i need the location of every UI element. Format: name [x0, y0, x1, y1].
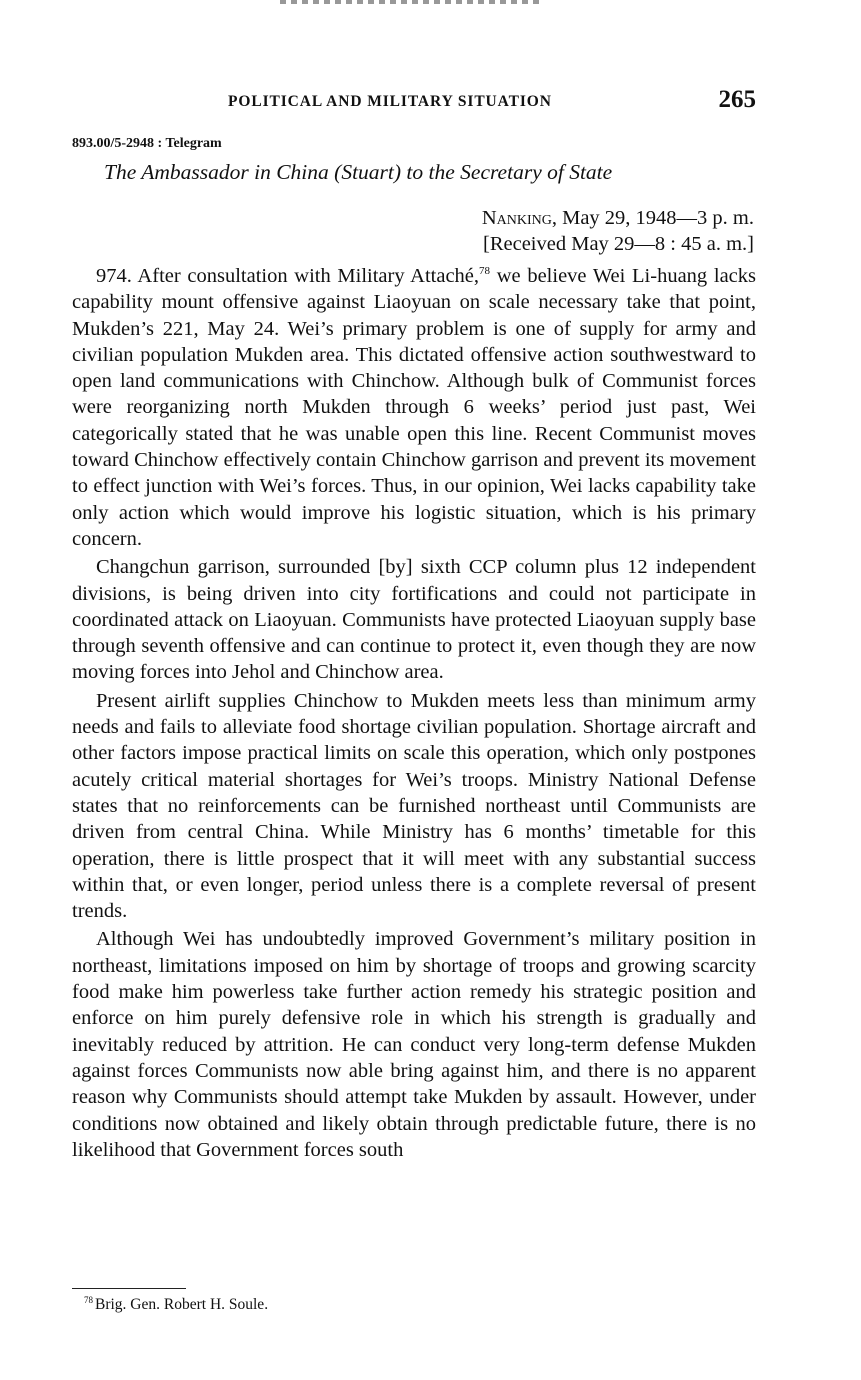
footnote-reference[interactable]: 78: [479, 265, 491, 277]
dateline-received: [Received May 29—8 : 45 a. m.]: [483, 233, 754, 255]
paragraph-1-rest: we believe Wei Li-huang lacks capability mount offensive against Liaoyuan on scale necessary take that point, Mukden’s 221, May 24. Wei’s primary problem is one of supply for army and civilian population Mukden area. This dictated offensive action southwestward to open land communications with Chinchow. Although bulk of Communist forces were reorganizing north Mukden through 6 weeks’ period just past, Wei categorically stated that he was unable open this line. Recent Communist moves toward Chinchow effectively contain Chinchow garrison and prevent its movement to effect junction with Wei’s forces. Thus, in our opinion, Wei lacks capability take only action which would improve his logistic situation, which is his primary concern.: [72, 265, 756, 550]
paragraph-1-start: 974. After consultation with Military Attaché,: [96, 265, 480, 287]
running-header: [72, 88, 756, 118]
paragraph-2: Changchun garrison, surrounded [by] sixth CCP column plus 12 independent divisions, is being driven into city fortifications and could not participate in coordinated attack on Liaoyuan. Communists have protected Liaoyuan supply base through seventh offensive and can continue to protect it, even though they are now moving forces into Jehol and Chinchow area.: [72, 556, 756, 684]
page-number: 265: [718, 86, 756, 113]
dateline: [482, 205, 754, 257]
footnote: [84, 1296, 268, 1314]
document-title: The Ambassador in China (Stuart) to the Secretary of State: [104, 160, 613, 184]
paragraph-1: [72, 263, 756, 552]
dateline-sent: [482, 205, 754, 231]
file-reference: 893.00/5-2948 : Telegram: [72, 136, 222, 151]
paragraph-4: Although Wei has undoubtedly improved Government’s military position in northeast, limitations imposed on him by shortage of troops and growing scarcity food make him powerless take further action remedy his strategic position and enforce on him purely defensive role in which his strength is gradually and inevitably reduced by attrition. He can conduct very long-term defense Mukden against forces Communists now able bring against him, and there is no apparent reason why Communists should attempt take Mukden by assault. However, under conditions now obtained and likely obtain through predictable future, there is no likelihood that Government forces south: [72, 928, 756, 1161]
footnote-text: Brig. Gen. Robert H. Soule.: [95, 1296, 269, 1313]
paragraph-3: Present airlift supplies Chinchow to Mukden meets less than minimum army needs and fails to alleviate food shortage civilian population. Shortage aircraft and other factors impose practical limits on scale this operation, which only postpones acutely critical material shortages for Wei’s troops. Ministry National Defense states that no reinforcements can be furnished northeast until Communists are driven from central China. While Ministry has 6 months’ timetable for this operation, there is little prospect that it will meet with any substantial success within that, or even longer, period unless there is a complete reversal of present trends.: [72, 689, 756, 923]
cropped-previous-header: [280, 0, 540, 4]
running-title: POLITICAL AND MILITARY SITUATION: [228, 93, 552, 110]
footnote-divider: [72, 1288, 186, 1289]
dateline-place: Nanking: [481, 207, 552, 229]
dateline-date: , May 29, 1948—3 p. m.: [551, 207, 754, 229]
telegram-body: [72, 263, 756, 1163]
footnote-marker: 78: [84, 1295, 93, 1305]
